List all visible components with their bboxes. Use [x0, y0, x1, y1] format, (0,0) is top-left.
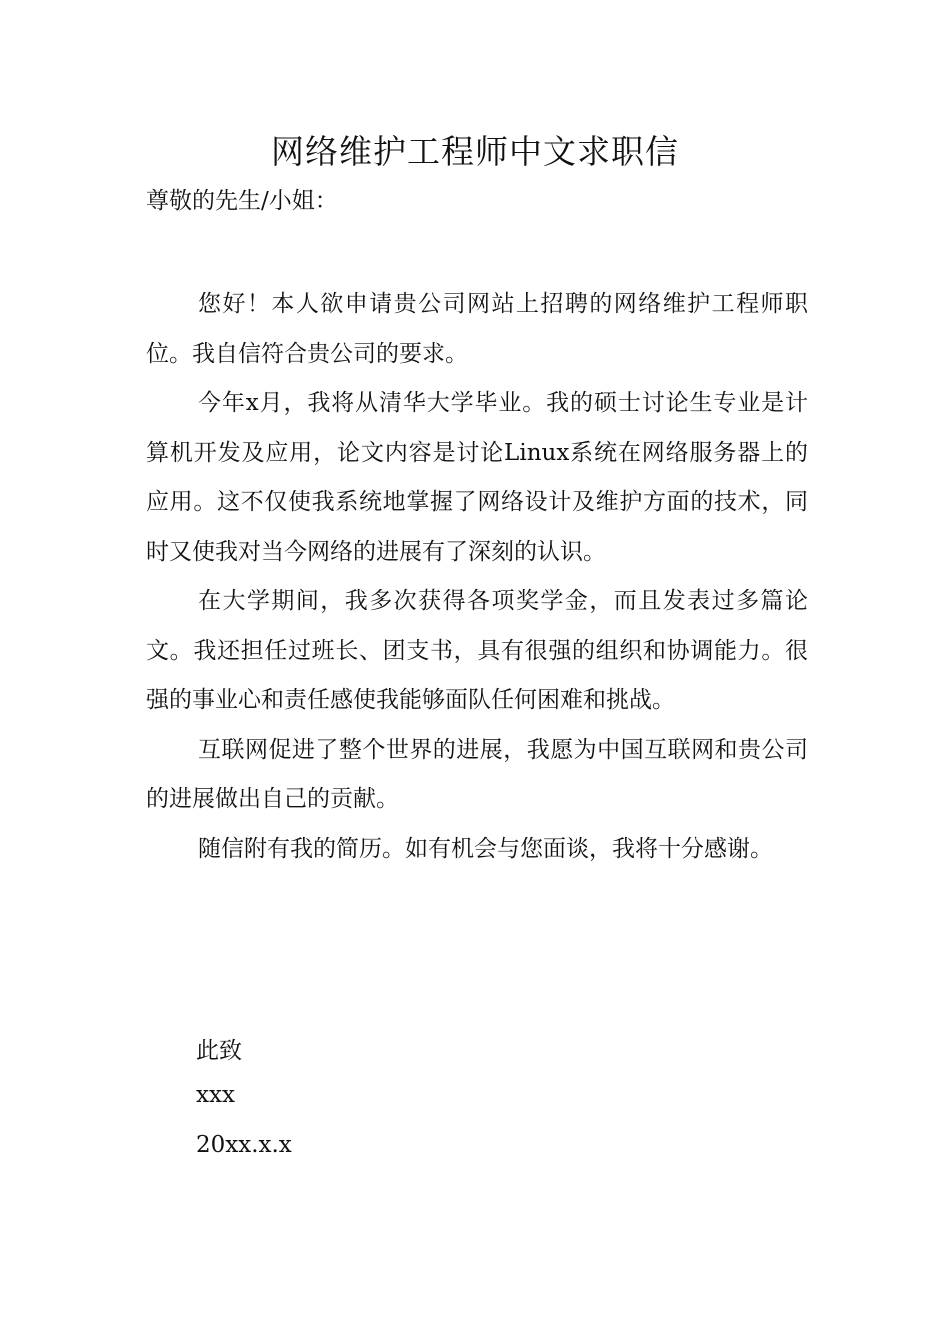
paragraph-education: 今年x月，我将从清华大学毕业。我的硕士讨论生专业是计算机开发及应用，论文内容是讨论Linux系统在网络服务器上的应用。这不仅使我系统地掌握了网络设计及维护方面的技术，同时又使我对当今网络的进展有了深刻的认识。	[146, 390, 808, 565]
paragraph-greeting: 您好！本人欲申请贵公司网站上招聘的网络维护工程师职位。我自信符合贵公司的要求。	[146, 291, 808, 367]
date: 20xx.x.x	[196, 1132, 292, 1158]
signature: xxx	[196, 1082, 235, 1108]
closing: 此致	[196, 1038, 242, 1064]
document-title: 网络维护工程师中文求职信	[271, 132, 679, 171]
letter-body	[146, 280, 808, 874]
salutation: 尊敬的先生/小姐：	[146, 188, 338, 214]
paragraph-aspiration: 互联网促进了整个世界的进展，我愿为中国互联网和贵公司的进展做出自己的贡献。	[146, 736, 808, 812]
paragraph-resume-note: 随信附有我的简历。如有机会与您面谈，我将十分感谢。	[198, 835, 773, 862]
paragraph-achievements: 在大学期间，我多次获得各项奖学金，而且发表过多篇论文。我还担任过班长、团支书，具有很强的组织和协调能力。很强的事业心和责任感使我能够面队任何困难和挑战。	[146, 588, 808, 713]
